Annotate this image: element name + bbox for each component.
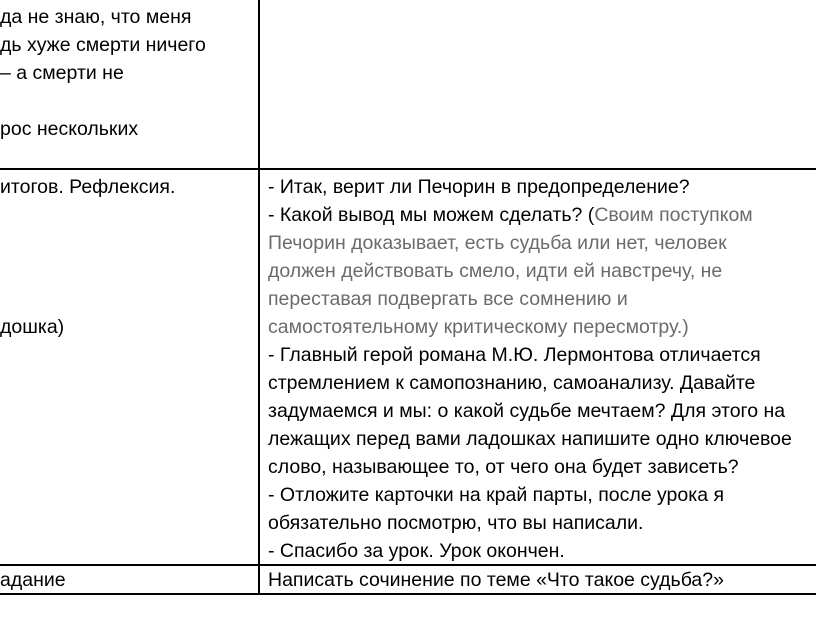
body-line: - Главный герой романа М.Ю. Лермонтова отличается: [268, 344, 761, 366]
row1-left-line: да не знаю, что меня: [0, 6, 192, 28]
table-divider-row1: [0, 168, 816, 170]
table-divider-vertical: [258, 0, 260, 594]
body-line: - Спасибо за урок. Урок окончен.: [268, 540, 565, 562]
body-line: лежащих перед вами ладошках напишите одно ключевое: [268, 428, 792, 450]
row2-left-line: [0, 285, 175, 313]
row2-left-line: [0, 201, 175, 229]
row2-left-line: дошка): [0, 316, 65, 338]
question-line: [268, 201, 792, 229]
body-line: - Отложите карточки на край парты, после урока я: [268, 484, 725, 506]
row1-left-line: – а смерти не: [0, 62, 124, 84]
row1-left-line: [0, 87, 206, 115]
answer-line: должен действовать смело, идти ей навстречу, не: [268, 260, 723, 282]
answer-line: Печорин доказывает, есть судьба или нет, человек: [268, 232, 727, 254]
answer-line: самостоятельному критическому пересмотру.): [268, 316, 689, 338]
answer-text: Своим поступком: [594, 204, 753, 226]
answer-line: переставая подвергать все сомнению и: [268, 288, 628, 310]
homework-label: адание: [0, 569, 66, 591]
row2-left-line: [0, 229, 175, 257]
question-text: - Какой вывод мы можем сделать? (: [268, 204, 595, 226]
row2-left-line: [0, 257, 175, 285]
row2-left-cell: [0, 173, 175, 341]
body-line: задумаемся и мы: о какой судьбе мечтаем? Для этого на: [268, 400, 786, 422]
body-line: слово, называющее то, от чего она будет зависеть?: [268, 456, 739, 478]
body-line: стремлением к самопознанию, самоанализу. Давайте: [268, 372, 756, 394]
row1-left-line: дь хуже смерти ничего: [0, 34, 206, 56]
row1-left-cell: [0, 3, 206, 143]
homework-text: Написать сочинение по теме «Что такое судьба?»: [268, 569, 724, 591]
question-line: - Итак, верит ли Печорин в предопределение?: [268, 176, 690, 198]
row3-right-cell: [268, 566, 724, 594]
row1-left-line: рос нескольких: [0, 118, 139, 140]
row3-left-cell: [0, 566, 66, 594]
row2-left-line: итогов. Рефлексия.: [0, 176, 176, 198]
row2-right-cell: [268, 173, 792, 565]
body-line: обязательно посмотрю, что вы написали.: [268, 512, 644, 534]
